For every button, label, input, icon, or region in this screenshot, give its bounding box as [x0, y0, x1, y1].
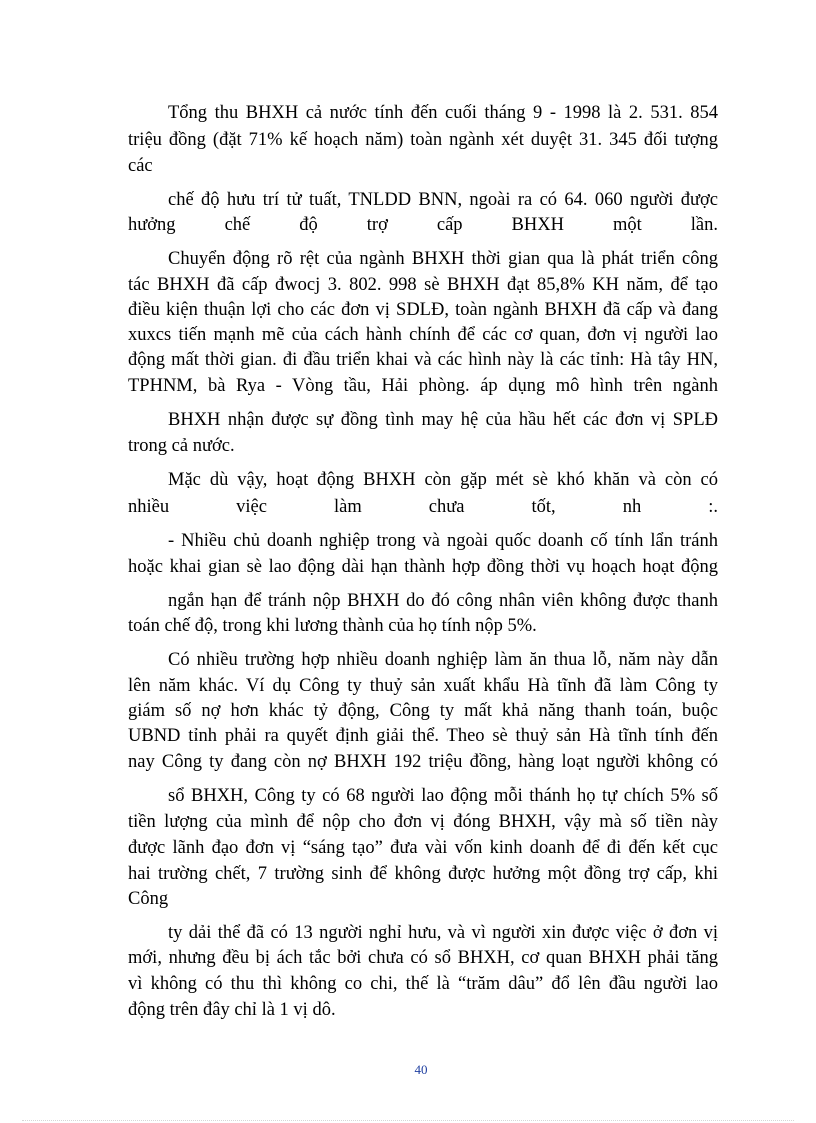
text-line: BHXH nhận được sự đồng tình may hệ của hầu hết các đơn vị SPLĐ	[168, 410, 718, 430]
text-line: Có nhiều trường hợp nhiều doanh nghiệp làm ăn thua lỗ, năm này dẫn	[168, 650, 718, 670]
text-line: động mất thời gian. đi đầu triển khai và các hình này là các tỉnh: Hà tây HN,	[128, 350, 718, 370]
text-line: nhiều việc làm chưa tốt, nh :.	[128, 497, 718, 517]
text-line: vì không có thu thì không co chi, thế là “trăm dâu” đổ lên đầu người lao	[128, 974, 718, 994]
text-line: trong cả nước.	[128, 436, 235, 456]
text-line: Công	[128, 889, 169, 909]
text-line: TPHNM, bà Rya - Vòng tầu, Hải phòng. áp dụng mô hình trên ngành	[128, 376, 718, 396]
text-line: toán chế độ, trong khi lương thành của họ tính nộp 5%.	[128, 616, 537, 636]
text-line: điều kiện thuận lợi cho các đơn vị SDLĐ, toàn ngành BHXH đã cấp và đang	[128, 300, 718, 320]
text-line: các	[128, 156, 153, 176]
page-number: 40	[414, 1062, 428, 1077]
text-line: hưởng chế độ trợ cấp BHXH một lần.	[128, 215, 718, 235]
text-line: được lãnh đạo đơn vị “sáng tạo” đưa vài vốn kinh doanh để đi đến kết cục	[128, 838, 718, 858]
text-line: UBND tỉnh phải ra quyết định giải thể. Theo sè thuỷ sản Hà tĩnh tính đến	[128, 726, 718, 746]
text-line: sổ BHXH, Công ty có 68 người lao động mỗi thánh họ tự chích 5% số	[168, 786, 718, 806]
text-line: chế độ hưu trí tử tuất, TNLDD BNN, ngoài ra có 64. 060 người được	[168, 190, 718, 210]
text-line: triệu đồng (đặt 71% kế hoạch năm) toàn ngành xét duyệt 31. 345 đối tượng	[128, 130, 718, 150]
text-line: tiền lượng của mình để nộp cho đơn vị đóng BHXH, vậy mà số tiền này	[128, 812, 718, 832]
text-line: lên năm khác. Ví dụ Công ty thuỷ sản xuất khẩu Hà tĩnh đã làm Công ty	[128, 676, 718, 696]
text-line: giám số nợ hơn khác tỷ động, Công ty mất khả năng thanh toán, buộc	[128, 701, 718, 721]
text-line: mới, nhưng đều bị ách tắc bởi chưa có sổ BHXH, cơ quan BHXH phải tăng	[128, 948, 718, 968]
text-line: ngắn hạn để tránh nộp BHXH do đó công nhân viên không được thanh	[168, 591, 718, 611]
text-line: Mặc dù vậy, hoạt động BHXH còn gặp mét sè khó khăn và còn có	[168, 470, 718, 490]
text-line: ty dải thể đã có 13 người nghỉ hưu, và vì người xin được việc ở đơn vị	[168, 923, 718, 943]
text-line: tác BHXH đã cấp đwocj 3. 802. 998 sè BHXH đạt 85,8% KH năm, để tạo	[128, 275, 718, 295]
text-line: - Nhiều chủ doanh nghiệp trong và ngoài quốc doanh cố tính lẩn tránh	[168, 531, 718, 551]
text-line: Chuyển động rõ rệt của ngành BHXH thời gian qua là phát triển công	[168, 249, 718, 269]
text-line: hoặc khai gian sè lao động dài hạn thành hợp đồng thời vụ hoạch hoạt động	[128, 557, 718, 577]
text-line: động trên đây chỉ là 1 vị dô.	[128, 1000, 336, 1020]
text-line: xuxcs tiến mạnh mẽ của cách hành chính để các cơ quan, đơn vị người lao	[128, 325, 718, 345]
text-line: nay Công ty đang còn nợ BHXH 192 triệu đồng, hàng loạt người không có	[128, 752, 718, 772]
text-line: Tổng thu BHXH cả nước tính đến cuối tháng 9 - 1998 là 2. 531. 854	[168, 103, 718, 123]
text-line: hai trường chết, 7 trường sinh để không được hưởng một đồng trợ cấp, khi	[128, 864, 718, 884]
footer-divider	[22, 1120, 794, 1121]
